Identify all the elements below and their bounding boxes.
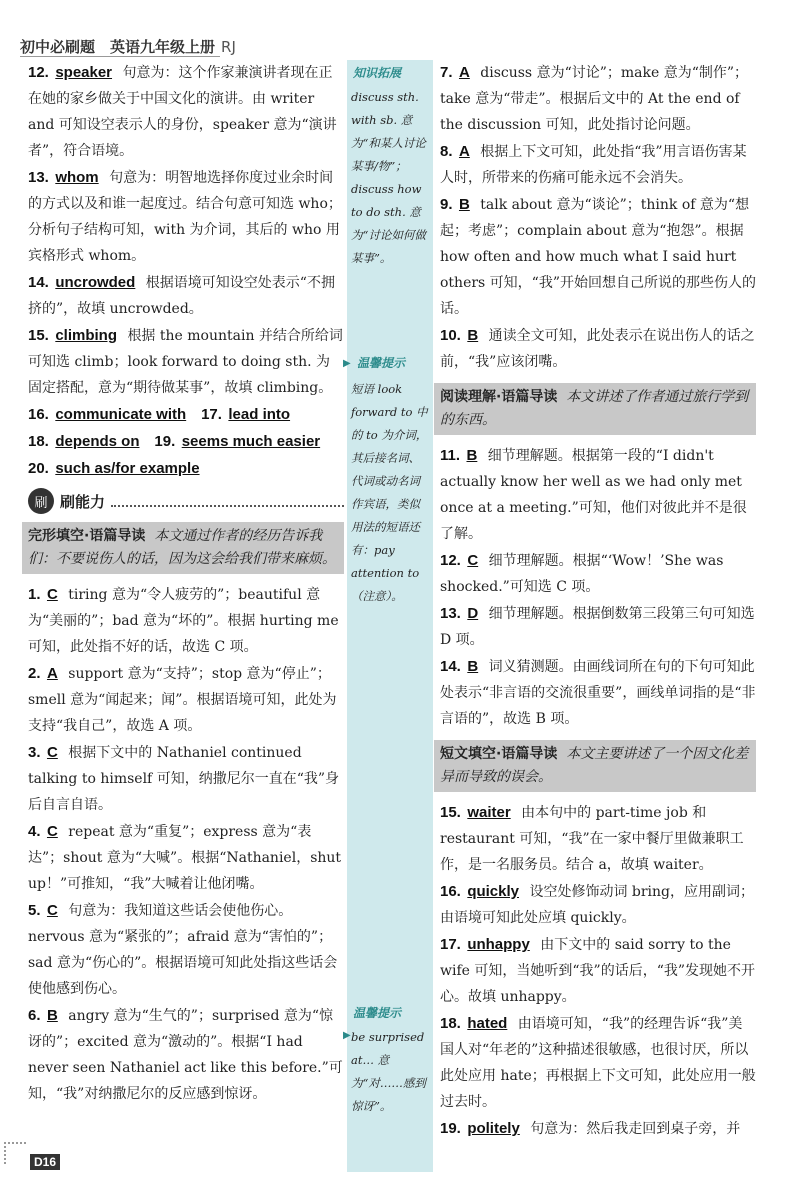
power-section-header: [28, 488, 344, 514]
item-number: 4.: [28, 823, 41, 840]
answer-item: [28, 582, 344, 660]
item-number: 12.: [28, 64, 49, 81]
answer: C: [46, 586, 58, 603]
answer: C: [46, 823, 58, 840]
answer: C: [46, 744, 58, 761]
answer-item: [440, 800, 756, 878]
answer: C: [467, 552, 479, 569]
answer-item: [440, 932, 756, 1010]
item-number: 5.: [28, 902, 41, 919]
arrow-icon: ▶: [343, 358, 351, 369]
answer: C: [46, 902, 58, 919]
item-number: 3.: [28, 744, 41, 761]
explanation: support 意为“支持”；stop 意为“停止”；smell 意为“闻起来；闻”。根据语境可知，此处为支持“我自己”，故选 A 项。: [28, 666, 337, 734]
answer: seems much easier: [181, 433, 321, 450]
answer-line: [28, 429, 344, 455]
answer: lead into: [228, 406, 291, 423]
answer: D: [467, 605, 479, 622]
explanation: 句意为：然后我走回到桌子旁，并: [530, 1121, 741, 1137]
answer-item: [28, 898, 344, 1002]
item-number: 20.: [28, 460, 49, 477]
answer: B: [467, 327, 479, 344]
notes-sidebar: [343, 60, 433, 1172]
item-number: 6.: [28, 1007, 41, 1024]
explanation: 由下文中的 said sorry to the wife 可知，当她听到“我”的话后，“我”发现她不开心。故填 unhappy。: [440, 937, 756, 1005]
answer: communicate with: [55, 406, 187, 423]
answer-item: [28, 270, 344, 322]
explanation: tiring 意为“令人疲劳的”；beautiful 意为“美丽的”；bad 意为“坏的”。根据 hurting me 可知，此处指不好的话，故选 C 项。: [28, 587, 339, 655]
explanation: 根据下文中的 Nathaniel continued talking to himself 可知，纳撒尼尔一直在“我”身后自言自语。: [28, 745, 340, 813]
answer: B: [46, 1007, 58, 1024]
explanation: 根据上下文可知，此处指“我”用言语伤害某人时，所带来的伤痛可能永远不会消失。: [440, 144, 747, 186]
power-label: 刷能力: [60, 492, 106, 511]
section-guide: [434, 740, 756, 792]
header-edition: RJ: [221, 38, 236, 56]
answer-item: [28, 661, 344, 739]
answer: A: [46, 665, 58, 682]
item-number: 1.: [28, 586, 41, 603]
page-number: D16: [30, 1154, 60, 1170]
explanation: 细节理解题。根据“‘Wow！’She was shocked.”可知选 C 项。: [440, 553, 724, 595]
item-number: 9.: [440, 196, 453, 213]
answer: quickly: [467, 883, 519, 900]
answer: climbing: [55, 327, 117, 344]
answer-line: [28, 402, 344, 428]
answer-item: [440, 879, 756, 931]
header-divider: [20, 56, 220, 57]
explanation: 句意为：明智地选择你度过业余时间的方式以及和谁一起度过。结合句意可知选 who；分析句子结构可知，with 为介词，其后的 who 用宾格形式 whom。: [28, 170, 342, 264]
arrow-icon: ▶: [343, 1030, 351, 1041]
item-number: 2.: [28, 665, 41, 682]
corner-mark: [4, 1142, 26, 1164]
item-number: 13.: [28, 169, 49, 186]
section-guide: [434, 383, 756, 435]
item-number: 18.: [28, 433, 49, 450]
item-number: 16.: [28, 406, 49, 423]
section-title: 完形填空·语篇导读: [28, 528, 146, 544]
item-number: 19.: [154, 433, 176, 450]
explanation: 根据 the mountain 并结合所给词可知选 climb；look forward to doing sth. 为固定搭配，意为“期待做某事”，故填 climbing。: [28, 328, 343, 396]
item-number: 14.: [28, 274, 49, 291]
item-number: 14.: [440, 658, 461, 675]
answer-item: [440, 548, 756, 600]
answer: waiter: [467, 804, 511, 821]
explanation: 细节理解题。根据第一段的“I didn't actually know her well as we had only met once at a meeting.”可知，他们对彼此并不是很了解。: [440, 448, 747, 542]
answer: A: [458, 143, 470, 160]
answer: uncrowded: [55, 274, 136, 291]
header-title: 初中必刷题 英语九年级上册: [20, 38, 216, 56]
answer-item: [28, 1003, 344, 1107]
explanation: 由本句中的 part-time job 和 restaurant 可知，“我”在一家中餐厅里做兼职工作，是一名服务员。结合 a，故填 waiter。: [440, 805, 744, 873]
note-text: 短语 look forward to 中的 to 为介词，其后接名词、代词或动名词作宾语，类似用法的短语还有：pay attention to（注意）。: [351, 382, 428, 603]
item-number: 17.: [201, 406, 222, 423]
answer-item: [440, 192, 756, 322]
item-number: 13.: [440, 605, 461, 622]
dotted-divider: [111, 495, 344, 507]
section-summary: 本文讲述了作者通过旅行学到的东西。: [440, 389, 749, 428]
right-column: [440, 60, 756, 1143]
brush-icon: 刷: [28, 488, 54, 514]
answer-item: [440, 1116, 756, 1142]
answer: whom: [55, 169, 99, 186]
note-title: 温馨提示: [357, 356, 406, 370]
item-number: 12.: [440, 552, 461, 569]
explanation: 细节理解题。根据倒数第三段第三句可知选 D 项。: [440, 606, 755, 648]
answer-item: [440, 323, 756, 375]
explanation: 句意为：我知道这些话会使他伤心。nervous 意为“紧张的”；afraid 意为“害怕的”；sad 意为“伤心的”。根据语境可知此处指这些话会使他感到伤心。: [28, 903, 338, 997]
note-text: be surprised at… 意为“对……感到惊讶”。: [351, 1030, 426, 1113]
item-number: 15.: [440, 804, 461, 821]
answer-item: [28, 819, 344, 897]
answer-item: [440, 654, 756, 732]
note-title: 温馨提示: [353, 1006, 402, 1020]
answer-line: [28, 456, 344, 482]
answer: A: [458, 64, 470, 81]
answer: such as/for example: [55, 460, 200, 477]
answer-item: [28, 165, 344, 269]
section-title: 短文填空·语篇导读: [440, 746, 558, 762]
explanation: discuss 意为“讨论”；make 意为“制作”；take 意为“带走”。根据后文中的 At the end of the discussion 可知，此处指讨论问题。: [440, 65, 749, 133]
note-title: 知识拓展: [353, 66, 402, 80]
item-number: 18.: [440, 1015, 461, 1032]
explanation: talk about 意为“谈论”；think of 意为“想起；考虑”；complain about 意为“抱怨”。根据 how often and how much what I said hurt others 可知，“我”开始回想自己所说的那些伤人的话。: [440, 197, 756, 317]
page-header: [20, 36, 236, 57]
item-number: 10.: [440, 327, 461, 344]
explanation: 由语境可知，“我”的经理告诉“我”美国人对“年老的”这种描述很敏感，也很讨厌，所以此处应用 hate；再根据上下文可知，此处应用一般过去时。: [440, 1016, 756, 1110]
answer: unhappy: [467, 936, 530, 953]
answer: politely: [467, 1120, 520, 1137]
answer: hated: [467, 1015, 508, 1032]
answer: B: [458, 196, 470, 213]
answer: B: [466, 447, 478, 464]
section-title: 阅读理解·语篇导读: [440, 389, 558, 405]
explanation: 通读全文可知，此处表示在说出伤人的话之前，“我”应该闭嘴。: [440, 328, 755, 370]
section-summary: 本文通过作者的经历告诉我们：不要说伤人的话，因为这会给我们带来麻烦。: [28, 528, 336, 567]
item-number: 8.: [440, 143, 453, 160]
explanation: 句意为：这个作家兼演讲者现在正在她的家乡做关于中国文化的演讲。由 writer and 可知设空表示人的身份，speaker 意为“演讲者”，符合语境。: [28, 65, 337, 159]
answer-item: [440, 443, 756, 547]
explanation: 设空处修饰动词 bring，应用副词；由语境可知此处应填 quickly。: [440, 884, 755, 926]
answer-item: [28, 740, 344, 818]
explanation: 根据语境可知设空处表示“不拥挤的”，故填 uncrowded。: [28, 275, 335, 317]
explanation: 词义猜测题。由画线词所在句的下句可知此处表示“非言语的交流很重要”，画线单词指的是“非言语的”，故选 B 项。: [440, 659, 756, 727]
section-summary: 本文主要讲述了一个因文化差异而导致的误会。: [440, 746, 749, 785]
note-text: discuss sth. with sb. 意为“和某人讨论某事/物”；discuss how to do sth. 意为“讨论如何做某事”。: [351, 90, 426, 265]
answer-item: [28, 60, 344, 164]
answer-item: [440, 1011, 756, 1115]
item-number: 16.: [440, 883, 461, 900]
answer-item: [28, 323, 344, 401]
item-number: 17.: [440, 936, 461, 953]
section-guide: [22, 522, 344, 574]
answer: B: [467, 658, 479, 675]
item-number: 7.: [440, 64, 453, 81]
left-column: [28, 60, 344, 1108]
explanation: angry 意为“生气的”；surprised 意为“惊讶的”；excited 意为“激动的”。根据“I had never seen Nathaniel act like this before.”可知，“我”对纳撒尼尔的反应感到惊讶。: [28, 1008, 343, 1102]
answer-item: [440, 60, 756, 138]
item-number: 15.: [28, 327, 49, 344]
answer-item: [440, 139, 756, 191]
answer: speaker: [55, 64, 113, 81]
item-number: 11.: [440, 447, 461, 464]
item-number: 19.: [440, 1120, 461, 1137]
answer: depends on: [55, 433, 140, 450]
answer-item: [440, 601, 756, 653]
explanation: repeat 意为“重复”；express 意为“表达”；shout 意为“大喊”。根据“Nathaniel，shut up！”可推知，“我”大喊着让他闭嘴。: [28, 824, 342, 892]
